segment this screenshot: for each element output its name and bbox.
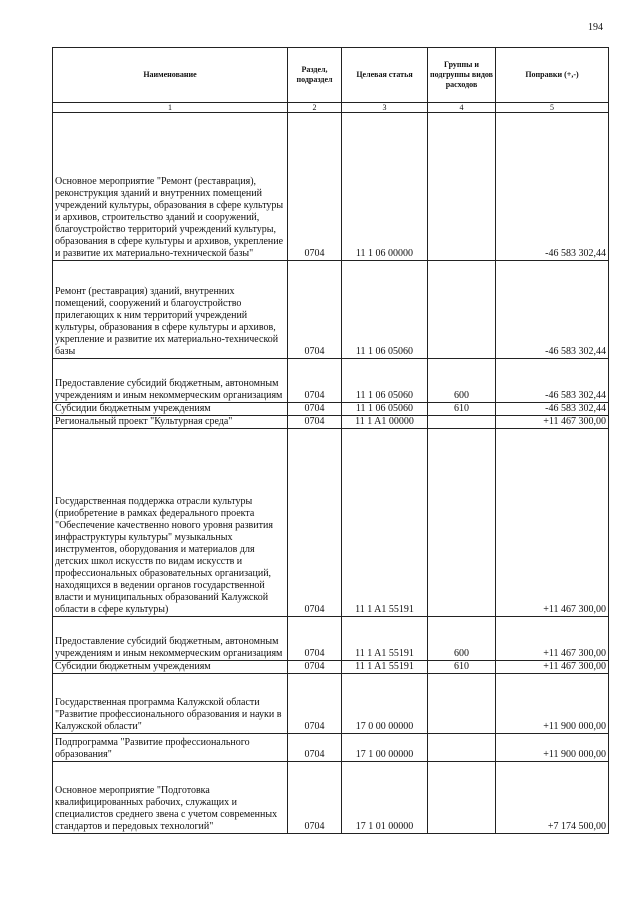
column-number: 3 bbox=[342, 103, 428, 113]
table-row bbox=[53, 429, 609, 617]
row-target: 11 1 A1 55191 bbox=[342, 429, 428, 617]
page-number: 194 bbox=[588, 22, 603, 33]
row-target: 17 1 01 00000 bbox=[342, 762, 428, 834]
row-section: 0704 bbox=[288, 762, 342, 834]
column-number: 5 bbox=[496, 103, 609, 113]
row-section: 0704 bbox=[288, 429, 342, 617]
row-amount: +11 467 300,00 bbox=[496, 429, 609, 617]
row-target: 11 1 06 05060 bbox=[342, 403, 428, 416]
row-name: Ремонт (реставрация) зданий, внутренних помещений, сооружений и благоустройство прилегающих к ним территорий учреждений культуры, образования в сфере культуры и архивов, укрепление и развитие их материально-технической базы bbox=[53, 261, 288, 359]
row-target: 11 1 06 00000 bbox=[342, 113, 428, 261]
row-group bbox=[428, 429, 496, 617]
row-target: 11 1 A1 55191 bbox=[342, 661, 428, 674]
column-header-group: Группы и подгруппы видов расходов bbox=[428, 48, 496, 103]
row-name: Подпрограмма "Развитие профессионального образования" bbox=[53, 734, 288, 762]
row-section: 0704 bbox=[288, 674, 342, 734]
row-target: 11 1 A1 55191 bbox=[342, 617, 428, 661]
row-group bbox=[428, 113, 496, 261]
column-header-amount: Поправки (+,-) bbox=[496, 48, 609, 103]
row-name: Предоставление субсидий бюджетным, автономным учреждениям и иным некоммерческим организациям bbox=[53, 359, 288, 403]
row-section: 0704 bbox=[288, 416, 342, 429]
row-target: 17 1 00 00000 bbox=[342, 734, 428, 762]
row-name: Государственная поддержка отрасли культуры (приобретение в рамках федерального проекта "Обеспечение качественно нового уровня развития инфраструктуры культуры" музыкальных инструментов, оборудования и материалов для детских школ искусств по видам искусств и профессиональных образовательных организаций, находящихся в ведении органов государственной власти и муниципальных образований Калужской области в сфере культуры) bbox=[53, 429, 288, 617]
table-row bbox=[53, 403, 609, 416]
row-section: 0704 bbox=[288, 359, 342, 403]
row-name: Региональный проект "Культурная среда" bbox=[53, 416, 288, 429]
budget-table bbox=[52, 47, 609, 834]
row-name: Предоставление субсидий бюджетным, автономным учреждениям и иным некоммерческим организациям bbox=[53, 617, 288, 661]
row-group bbox=[428, 261, 496, 359]
column-header-name: Наименование bbox=[53, 48, 288, 103]
table-row bbox=[53, 674, 609, 734]
table-row bbox=[53, 734, 609, 762]
table-row bbox=[53, 359, 609, 403]
column-number: 4 bbox=[428, 103, 496, 113]
row-section: 0704 bbox=[288, 617, 342, 661]
table-row bbox=[53, 113, 609, 261]
row-name: Основное мероприятие "Ремонт (реставрация), реконструкция зданий и внутренних помещений учреждений культуры, образования в сфере культуры и архивов, строительство зданий и сооружений, благоустройство территорий учреждений культуры, образования в сфере культуры и архивов, укрепление и развитие их материально-технической базы" bbox=[53, 113, 288, 261]
row-group: 610 bbox=[428, 661, 496, 674]
row-amount: +11 467 300,00 bbox=[496, 661, 609, 674]
row-amount: +11 467 300,00 bbox=[496, 617, 609, 661]
row-group bbox=[428, 416, 496, 429]
row-target: 11 1 A1 00000 bbox=[342, 416, 428, 429]
row-group: 610 bbox=[428, 403, 496, 416]
row-group bbox=[428, 674, 496, 734]
row-amount: +7 174 500,00 bbox=[496, 762, 609, 834]
row-group: 600 bbox=[428, 359, 496, 403]
table-row bbox=[53, 416, 609, 429]
header-row bbox=[53, 48, 609, 103]
table-row bbox=[53, 661, 609, 674]
row-amount: +11 467 300,00 bbox=[496, 416, 609, 429]
row-section: 0704 bbox=[288, 113, 342, 261]
row-section: 0704 bbox=[288, 661, 342, 674]
table-row bbox=[53, 261, 609, 359]
row-name: Субсидии бюджетным учреждениям bbox=[53, 403, 288, 416]
column-number-row bbox=[53, 103, 609, 113]
row-name: Государственная программа Калужской области "Развитие профессионального образования и науки в Калужской области" bbox=[53, 674, 288, 734]
column-header-target: Целевая статья bbox=[342, 48, 428, 103]
row-section: 0704 bbox=[288, 403, 342, 416]
column-number: 2 bbox=[288, 103, 342, 113]
row-amount: +11 900 000,00 bbox=[496, 674, 609, 734]
column-header-section: Раздел, подраздел bbox=[288, 48, 342, 103]
row-name: Субсидии бюджетным учреждениям bbox=[53, 661, 288, 674]
row-amount: -46 583 302,44 bbox=[496, 113, 609, 261]
row-section: 0704 bbox=[288, 261, 342, 359]
row-amount: -46 583 302,44 bbox=[496, 403, 609, 416]
column-number: 1 bbox=[53, 103, 288, 113]
table-row bbox=[53, 762, 609, 834]
row-target: 17 0 00 00000 bbox=[342, 674, 428, 734]
row-target: 11 1 06 05060 bbox=[342, 261, 428, 359]
row-group bbox=[428, 734, 496, 762]
row-amount: +11 900 000,00 bbox=[496, 734, 609, 762]
row-target: 11 1 06 05060 bbox=[342, 359, 428, 403]
row-group: 600 bbox=[428, 617, 496, 661]
row-section: 0704 bbox=[288, 734, 342, 762]
row-amount: -46 583 302,44 bbox=[496, 359, 609, 403]
row-name: Основное мероприятие "Подготовка квалифицированных рабочих, служащих и специалистов среднего звена с учетом современных стандартов и передовых технологий" bbox=[53, 762, 288, 834]
table-row bbox=[53, 617, 609, 661]
row-group bbox=[428, 762, 496, 834]
row-amount: -46 583 302,44 bbox=[496, 261, 609, 359]
